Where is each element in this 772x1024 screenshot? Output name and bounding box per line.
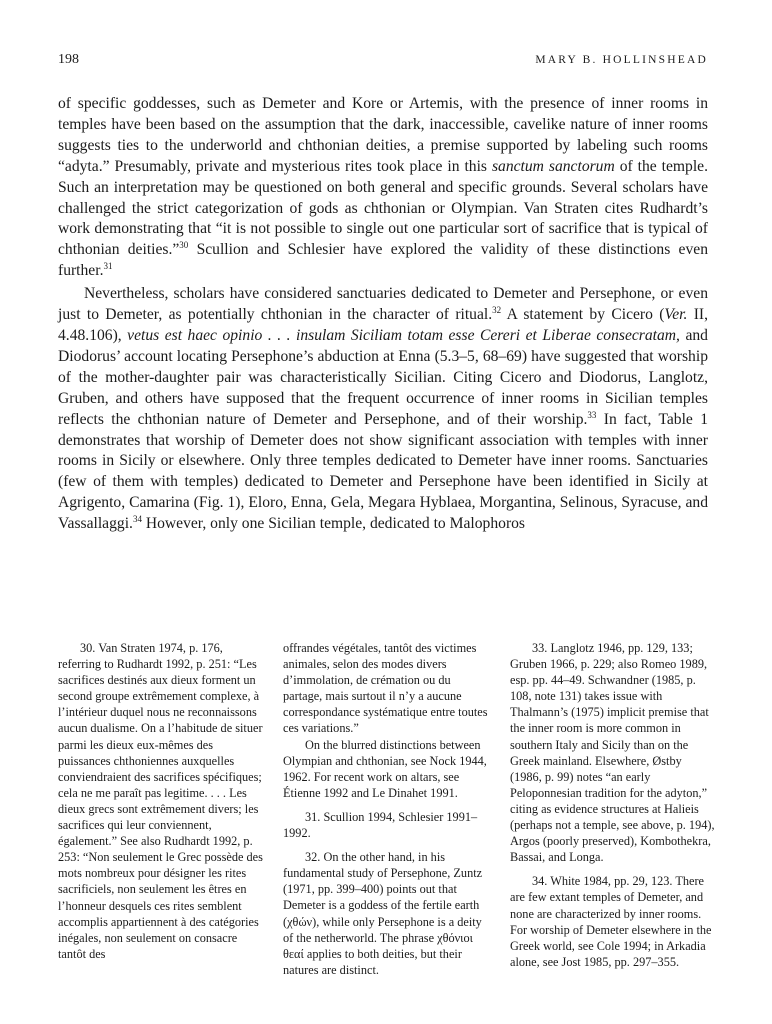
running-head: MARY B. HOLLINSHEAD (535, 54, 708, 66)
text-run: However, only one Sicilian temple, dedicated to Malophoros (141, 515, 525, 533)
footnote-33: 33. Langlotz 1946, pp. 129, 133; Gruben 1966, p. 229; also Romeo 1989, esp. pp. 44–49. Schwandner (1985, p. 108, note 131) takes issue with Thalmann’s (1975) implicit premise that the inner room is more common in southern Italy and Sicily than on the Greek mainland. Elsewhere, Østby (1986, p. 99) notes “an early Peloponnesian tradition for the adyton,” citing as evidence structures at Halieis (perhaps not a temple, see above, p. 194), Argos (poorly preserved), Kombothekra, Bassai, and Longa. (510, 641, 715, 865)
footnote-30-continued: offrandes végétales, tantôt des victimes animales, selon des modes divers d’immolation, de crémation ou du partage, mais surtout il n’y a aucune correspondance systématique entre toutes ces variations.” (283, 641, 488, 736)
text-run: A statement by Cicero ( (501, 306, 665, 324)
text-run: II, 4.48.106), (58, 306, 708, 344)
text-run: Nevertheless, scholars have considered sanctuaries dedicated to Demeter and Persephone, or even just to Demeter, as potentially chthonian in the character of ritual. (58, 285, 708, 324)
footnotes-column-2 (283, 640, 491, 978)
footnote-ref-32[interactable]: 32 (492, 305, 502, 316)
italic-phrase: sanctum sanctorum (491, 157, 615, 175)
footnote-ref-34[interactable]: 34 (132, 514, 142, 525)
page-number: 198 (58, 52, 79, 67)
footnote-ref-31[interactable]: 31 (103, 261, 113, 272)
footnote-30: 30. Van Straten 1974, p. 176, referring to Rudhardt 1992, p. 251: “Les sacrifices destinés aux dieux forment un second groupe extrêmement complexe, à l’intérieur duquel nous ne reconnaissons aucun dualisme. On a l’habitude de situer parmi les dieux eux-mêmes des puissances chthoniennes auxquelles conviendraient des sacrifices spécifiques; cela ne me paraît pas legitime. . . . Les dieux grecs sont extrêmement divers; les sacrifices qui leur conviennent, également.” See also Rudhardt 1992, p. 253: “Non seulement le Grec possède des mots nombreux pour désigner les rites sacrificiels, non seulement les êtres en l’honneur desquels ces rites semblent accomplis appartiennent à des catégories inégales, non seulement on consacre tantôt des (58, 641, 263, 961)
text-run: Scullion and Schlesier have explored the validity of these distinctions even further. (58, 241, 708, 280)
text-run: In fact, Table 1 demonstrates that worship of Demeter does not show significant association with temples with inner rooms in Sicily or elsewhere. Only three temples dedicated to Demeter have inner rooms. Sanctuaries (few of them with temples) dedicated to Demeter and Persephone have been identified in Sicily at Agrigento, Camarina (Fig. 1), Eloro, Enna, Gela, Megara Hyblaea, Morgantina, Selinous, Syracuse, and Vassallaggi. (58, 410, 708, 533)
paragraph-2 (58, 284, 708, 535)
text-run: of the temple. Such an interpretation may be questioned on both general and specific grounds. Several scholars have challenged the strict categorization of gods as chthonian or Olympian. Van Straten cites Rudhardt’s work demonstrating that “it is not possible to single out one particular sort of sacrifice that is typical of chthonian deities.” (58, 157, 708, 259)
main-text (58, 94, 708, 535)
paragraph-1 (58, 94, 708, 282)
footnote-ref-30[interactable]: 30 (179, 240, 189, 251)
footnote-31: 31. Scullion 1994, Schlesier 1991–1992. (283, 809, 478, 841)
text-run: of specific goddesses, such as Demeter and Kore or Artemis, with the presence of inner rooms in temples have been based on the assumption that the dark, inaccessible, cavelike nature of inner rooms suggests ties to the underworld and chthonian deities, a premise supported by labeling such rooms “adyta.” Presumably, private and mysterious rites took place in this (58, 95, 708, 175)
text-run: and Diodorus’ account locating Persephone’s abduction at Enna (5.3–5, 68–69) have suggested that worship of the mother-daughter pair was characteristically Sicilian. Citing Cicero and Diodorus, Langlotz, Gruben, and others have supposed that the frequent occurrence of inner rooms in Sicilian temples reflects the chthonian nature of Demeter and Persephone, and of their worship. (58, 326, 708, 428)
latin-quotation: vetus est haec opinio . . . insulam Siciliam totam esse Cereri et Liberae consecratam, (127, 326, 680, 344)
footnote-34: 34. White 1984, pp. 29, 123. There are few extant temples of Demeter, and none are characterized by inner rooms. For worship of Demeter elsewhere in the Greek world, see Cole 1994; in Arkadia alone, see Jost 1985, pp. 297–355. (510, 874, 712, 969)
footnote-30-extra: On the blurred distinctions between Olympian and chthonian, see Nock 1944, 1962. For recent work on altars, see Étienne 1992 and Le Dinahet 1991. (283, 737, 487, 800)
footnote-32: 32. On the other hand, in his fundamental study of Persephone, Zuntz (1971, pp. 399–400) points out that Demeter is a goddess of the fertile earth (χθών), while only Persephone is a deity of the netherworld. The phrase χθόνιοι θεαί applies to both deities, but their natures are distinct. (283, 850, 483, 977)
footnotes-column-1 (58, 640, 264, 962)
footnote-ref-33[interactable]: 33 (587, 409, 597, 420)
italic-citation: Ver. (664, 306, 688, 324)
footnotes-column-3 (510, 640, 716, 970)
